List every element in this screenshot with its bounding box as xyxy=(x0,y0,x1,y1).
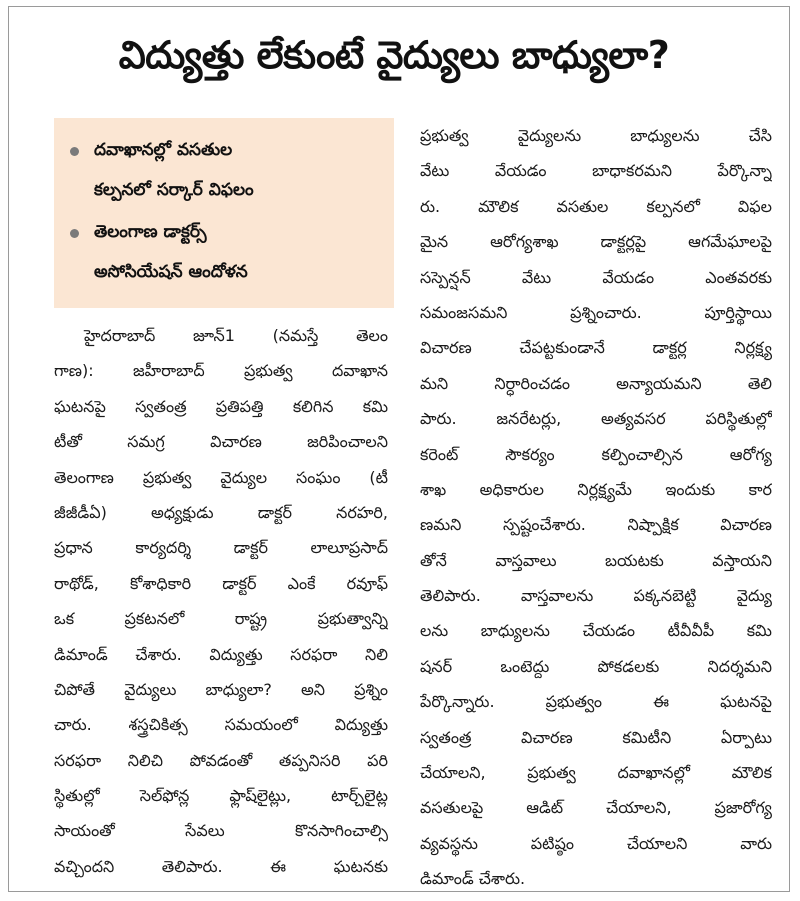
body-line: వచ్చిందని తెలిపారు. ఈ ఘటనకు xyxy=(54,856,388,876)
body-line: ప్రధాన కార్యదర్శి డాక్టర్ లాలూప్రసాద్ xyxy=(54,538,388,558)
body-line: తెలిపారు. వాస్తవాలను పక్కనబెట్టి వైద్యు xyxy=(420,586,772,606)
bullet-icon xyxy=(70,229,79,238)
body-line: తోనే వాస్తవాలు బయటకు వస్తాయని xyxy=(420,550,772,570)
body-line: పారు. జనరేటర్లు, అత్యవసర పరిస్థితుల్లో xyxy=(420,409,772,429)
body-line: సమంజసమని ప్రశ్నించారు. పూర్తిస్థాయి xyxy=(420,302,772,322)
body-line: హైదరాబాద్ జూన్1 (నమస్తే తెలం xyxy=(84,326,388,345)
body-line: టీతో సమగ్ర విచారణ జరిపించాలని xyxy=(54,432,388,452)
bullet-icon xyxy=(70,147,79,156)
body-line: ప్రభుత్వ వైద్యులను బాధ్యులను చేసి xyxy=(420,126,772,145)
highlights-box xyxy=(54,118,394,308)
body-line: తెలంగాణ ప్రభుత్వ వైద్యుల సంఘం (టీ xyxy=(54,467,388,487)
body-line: వేటు వేయడం బాధాకరమని పేర్కొన్నా xyxy=(420,161,772,181)
body-line: షనర్ ఒంటెద్దు పోకడలకు నిదర్శమని xyxy=(420,656,772,676)
body-line: సాయంతో సేవలు కొనసాగించాల్సి xyxy=(54,821,388,841)
highlight-line: కల్పనలో సర్కార్ విఫలం xyxy=(94,180,254,200)
body-line: రు. మౌలిక వసతుల కల్పనలో విఫల xyxy=(420,196,772,216)
body-line: చేయాలని, ప్రభుత్వ దవాఖానల్లో మౌలిక xyxy=(420,763,772,783)
body-line: చిపోతే వైద్యులు బాధ్యులా? అని ప్రశ్నిం xyxy=(54,679,388,699)
body-line: పేర్కొన్నారు. ప్రభుత్వం ఈ ఘటనపై xyxy=(420,692,772,712)
body-line: కరెంట్ సౌకర్యం కల్పించాల్సిన ఆరోగ్య xyxy=(420,444,772,464)
body-line: చారు. శస్త్రచికిత్స సమయంలో విద్యుత్తు xyxy=(54,715,388,735)
body-line: లను బాధ్యులను చేయడం టీవీవీపీ కమి xyxy=(420,621,772,641)
body-line: డిమాండ్ చేశారు. విద్యుత్తు సరఫరా నిలి xyxy=(54,644,388,664)
highlight-item xyxy=(72,212,392,292)
body-line: మైన ఆరోగ్యశాఖ డాక్టర్లపై ఆగమేఘాలపై xyxy=(420,232,772,252)
body-line: ఒక ప్రకటనలో రాష్ట్ర ప్రభుత్వాన్ని xyxy=(54,609,388,629)
article-headline: విద్యుత్తు లేకుంటే వైద్యులు బాధ్యులా? xyxy=(118,33,670,77)
article-body-right-column xyxy=(420,118,772,897)
body-line: స్థితుల్లో సెల్‌ఫోన్ల ఫ్లాష్‌లైట్లు, టార్చ్‌లైట్ల xyxy=(54,786,388,806)
body-line: రాథోడ్, కోశాధికారి డాక్టర్ ఎంకే రవూఫ్ xyxy=(54,573,388,593)
body-line: మని నిర్ధారించడం అన్యాయమని తెలి xyxy=(420,373,772,393)
body-line: సరఫరా నిలిచి పోవడంతో తప్పనిసరి పరి xyxy=(54,750,388,770)
body-line: ఘటనపై స్వతంత్ర ప్రతిపత్తి కలిగిన కమి xyxy=(54,396,388,416)
highlight-line: అసోసియేషన్ ఆందోళన xyxy=(94,262,248,282)
highlight-item xyxy=(72,130,392,210)
body-line: విచారణ చేపట్టకుండానే డాక్టర్ల నిర్లక్ష్య xyxy=(420,338,772,358)
body-line: స్వతంత్ర విచారణ కమిటీని ఏర్పాటు xyxy=(420,727,772,747)
body-line: జీజీడీఏ) అధ్యక్షుడు డాక్టర్ నరహరి, xyxy=(54,502,388,522)
body-line: శాఖ అధికారుల నిర్లక్ష్యమే ఇందుకు కార xyxy=(420,479,772,499)
body-line: ణమని స్పష్టంచేశారు. నిష్పాక్షిక విచారణ xyxy=(420,515,772,535)
body-line: వ్యవస్థను పటిష్ఠం చేయాలని వారు xyxy=(420,833,772,853)
highlight-line: దవాఖానల్లో వసతుల xyxy=(94,140,233,160)
highlight-line: తెలంగాణ డాక్టర్స్ xyxy=(94,222,207,242)
body-line: గాణ): జహీరాబాద్ ప్రభుత్వ దవాఖాన xyxy=(54,361,388,381)
body-line: డిమాండ్ చేశారు. xyxy=(420,869,526,889)
body-line: సస్పెన్షన్ వేటు వేయడం ఎంతవరకు xyxy=(420,267,772,287)
body-line: వసతులపై ఆడిట్ చేయాలని, ప్రజారోగ్య xyxy=(420,798,772,818)
article-body-left-column xyxy=(54,318,388,884)
